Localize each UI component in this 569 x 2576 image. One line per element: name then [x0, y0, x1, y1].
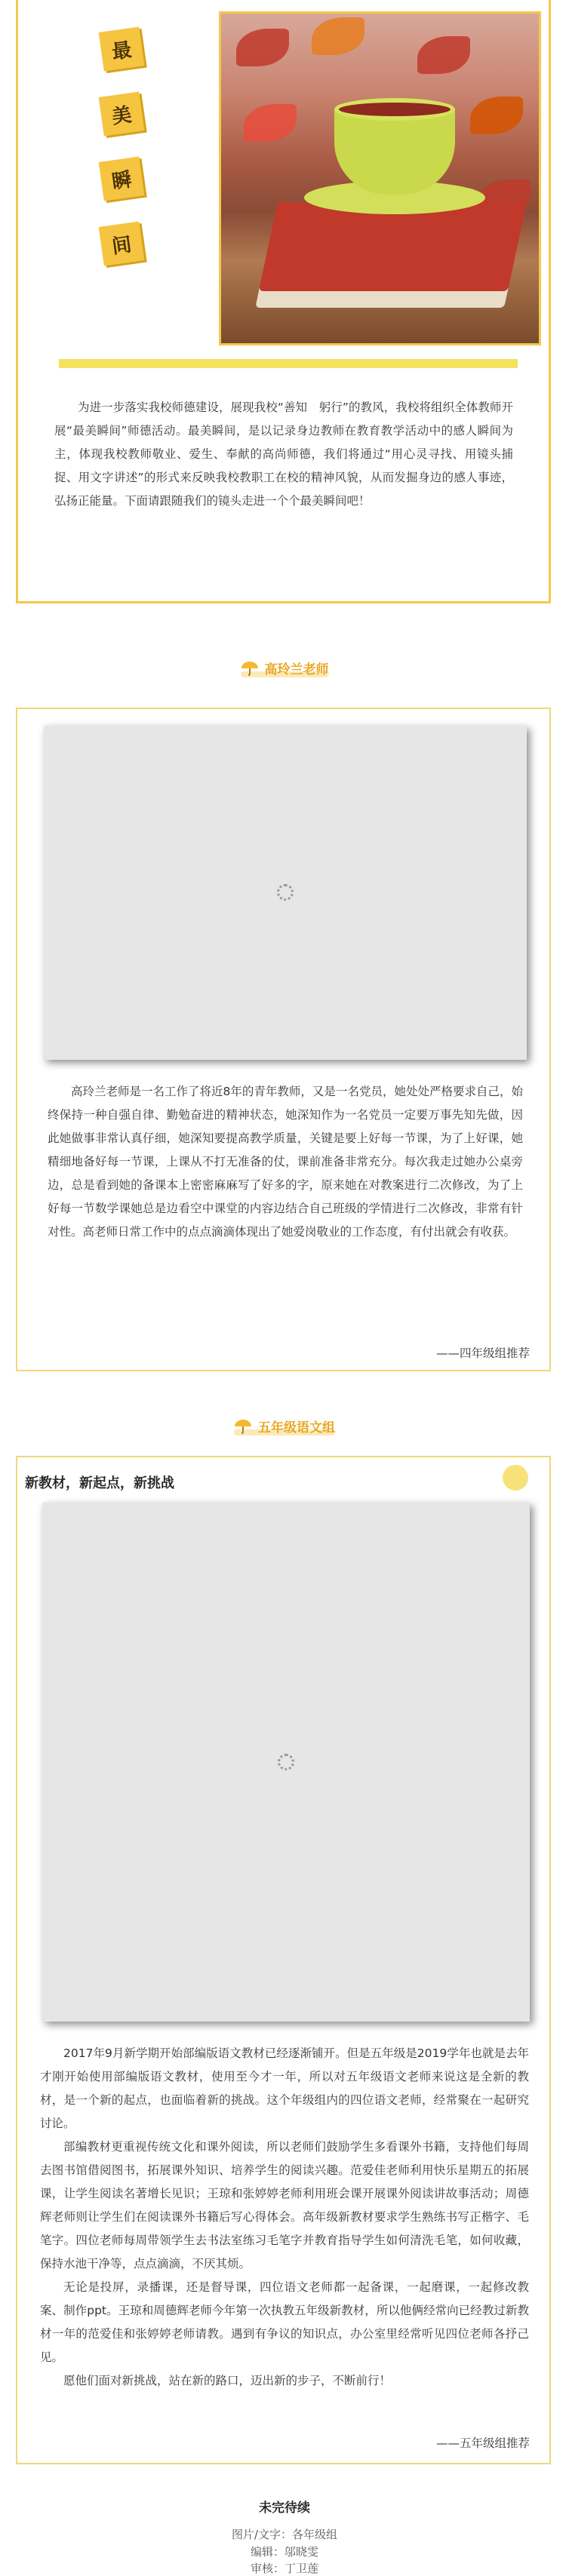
- section-header-2: [0, 1417, 569, 1435]
- section2-paragraph: 愿他们面对新挑战，站在新的路口，迈出新的步子，不断前行！: [63, 2374, 392, 2387]
- section-frame-2: [16, 1456, 551, 2464]
- hero-decor-bar: [59, 359, 518, 368]
- photo-placeholder: [44, 726, 527, 1060]
- section2-paragraph: 部编教材更重视传统文化和课外阅读，所以老师们鼓励学生多看课外书籍，支持他们每周去图书馆借阅图书，拓展课外知识、培养学生的阅读兴趣。范爱佳老师利用快乐星期五的拓展课，让学生阅读名著增长见识；王琼和张婷婷老师利用班会课开展课外阅读讲故事活动；周德辉老师则让学生们在阅读课外书籍后写心得体会。高年级新教材要求学生熟练书写正楷字、毛笔字。四位老师每周带领学生去书法室练习毛笔字并教育指导学生如何清洗毛笔，如何收藏，保持水池干净等，点点滴滴，不厌其烦。: [40, 2140, 529, 2271]
- title-char: 间: [99, 221, 145, 266]
- vertical-title: [88, 4, 155, 263]
- loading-icon: [277, 884, 294, 901]
- section2-subtitle: 新教材，新起点，新挑战: [25, 1475, 174, 1491]
- section-title: 五年级语文组: [258, 1420, 335, 1435]
- section-frame-1: [16, 708, 551, 1371]
- header-frame: [16, 0, 551, 603]
- hero-image: [219, 11, 541, 345]
- credit-line: 编辑：邬晓雯: [250, 2545, 318, 2559]
- section1-signature: ——四年级组推荐: [435, 1346, 530, 1360]
- intro-paragraph: 为进一步落实我校师德建设，展现我校“善知 躬行”的教风，我校将组织全体教师开展“最美瞬间”师德活动。最美瞬间，是以记录身边教师在教育教学活动中的感人瞬间为主，体现我校教师敬业、爱生、奉献的高尚师德，我们将通过“用心灵寻找、用镜头捕捉、用文字讲述”的形式来反映我校教职工在校的精神风貌，从而发掘身边的感人事迹，弘扬正能量。下面请跟随我们的镜头走进一个个最美瞬间吧！: [54, 401, 513, 508]
- photo-placeholder: [42, 1503, 530, 2022]
- decor-circle: [503, 1465, 528, 1491]
- credit-line: 图片/文字：各年级组: [231, 2528, 338, 2541]
- section2-paragraph: 2017年9月新学期开始部编版语文教材已经逐渐铺开。但是五年级是2019学年也就是去年才刚开始使用部编版语文教材，使用至今才一年，所以对五年级语文老师来说这是全新的教材，是一个新的起点，也面临着新的挑战。这个年级组内的四位语文老师，经常聚在一起研究讨论。: [40, 2046, 529, 2130]
- title-char: 美: [99, 91, 145, 136]
- loading-icon: [278, 1754, 294, 1770]
- section-title: 高玲兰老师: [264, 662, 329, 677]
- section2-body: [40, 2042, 529, 2393]
- title-char: 瞬: [99, 156, 145, 201]
- umbrella-icon: [234, 1419, 252, 1434]
- section2-signature: ——五年级组推荐: [435, 2436, 530, 2450]
- section1-paragraph: 高玲兰老师是一名工作了将近8年的青年教师，又是一名党员，她处处严格要求自己，始终保持一种自强自律、勤勉奋进的精神状态，她深知作为一名党员一定要万事先知先做，因此她做事非常认真仔细，她深知要提高教学质量，关键是要上好每一节课，为了上好课，她精细地备好每一节课，上课从不打无准备的仗，课前准备非常充分。每次我走过她办公桌旁边，总是看到她的备课本上密密麻麻写了好多的字，原来她在对教案进行二次修改，为了上好每一节数学课她总是边看空中课堂的内容边结合自己班级的学情进行二次修改，非常有针对性。高老师日常工作中的点点滴滴体现出了她爱岗敬业的工作态度，有付出就会有收获。: [48, 1085, 523, 1239]
- section-header-1: [0, 659, 569, 677]
- title-char: 最: [99, 26, 145, 71]
- credit-line: 审核：丁卫莲: [250, 2562, 318, 2575]
- section2-paragraph: 无论是投屏，录播课，还是督导课，四位语文老师都一起备课，一起磨课，一起修改教案、制作ppt。王琼和周德辉老师今年第一次执教五年级新教材，所以他俩经常向已经教过新教材一年的范爱佳和张婷婷老师请教。遇到有争议的知识点，办公室里经常听见四位老师各抒己见。: [40, 2280, 529, 2364]
- umbrella-icon: [241, 661, 259, 676]
- unfinished-label: 未完待续: [259, 2501, 310, 2516]
